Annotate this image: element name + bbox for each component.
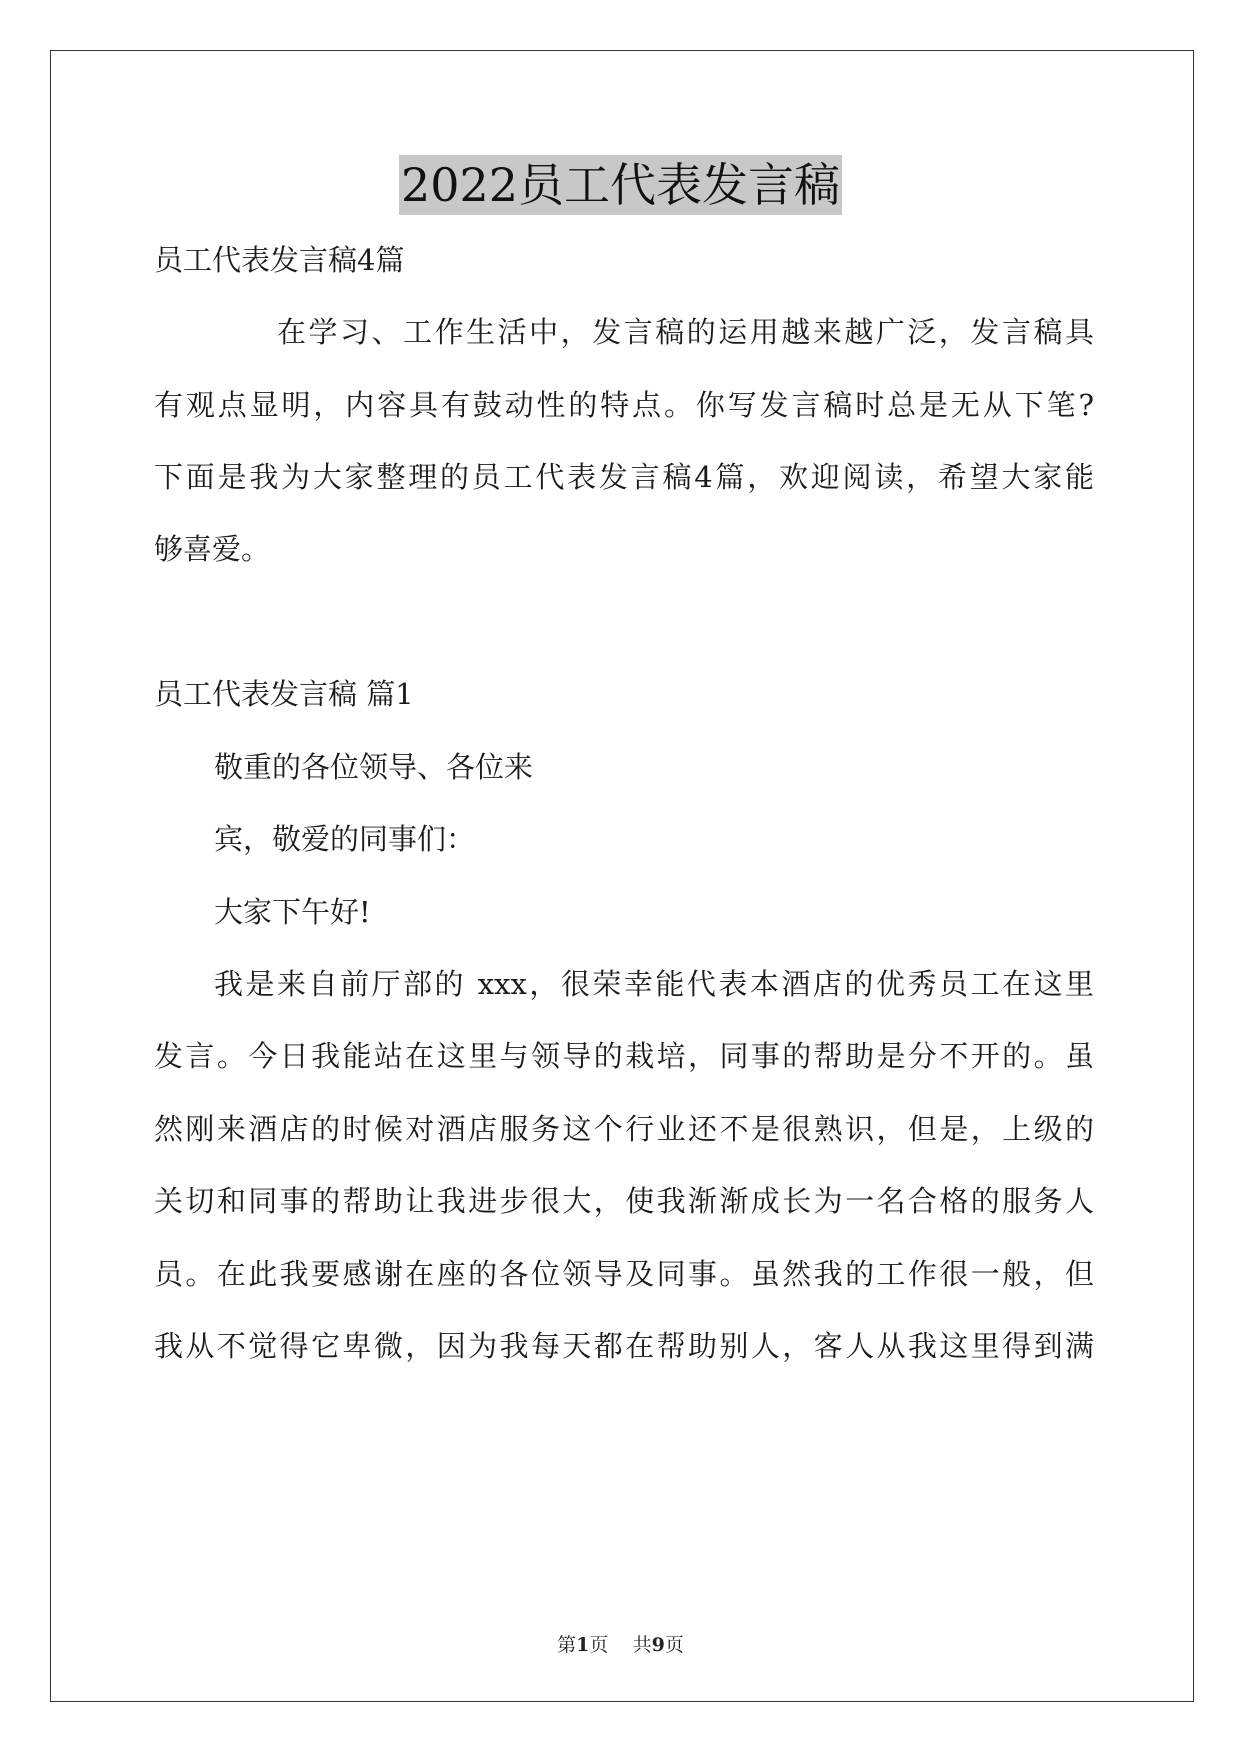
paragraph-line: 在学习、工作生活中，发言稿的运用越来越广泛，发言稿具 xyxy=(277,315,1094,349)
page-number: 1 xyxy=(576,1634,590,1656)
total-prefix: 共 xyxy=(632,1634,652,1656)
paragraph-line: 关切和同事的帮助让我进步很大，使我渐渐成长为一名合格的服务人 xyxy=(154,1184,1094,1218)
paragraph-line: 然刚来酒店的时候对酒店服务这个行业还不是很熟识，但是，上级的 xyxy=(154,1112,1094,1146)
section-heading: 员工代表发言稿4篇 xyxy=(154,243,405,277)
page-footer xyxy=(0,1632,1241,1658)
section-heading: 员工代表发言稿 篇1 xyxy=(154,677,414,711)
paragraph-line: 有观点显明，内容具有鼓动性的特点。你写发言稿时总是无从下笔? xyxy=(154,388,1094,422)
page-suffix: 页 xyxy=(589,1634,609,1656)
total-pages: 9 xyxy=(651,1634,665,1656)
paragraph-line: 发言。今日我能站在这里与领导的栽培，同事的帮助是分不开的。虽 xyxy=(154,1039,1094,1073)
total-suffix: 页 xyxy=(664,1634,684,1656)
document-title: 2022员工代表发言稿 xyxy=(399,155,842,215)
paragraph-line: 下面是我为大家整理的员工代表发言稿4篇，欢迎阅读，希望大家能 xyxy=(154,460,1094,494)
paragraph-line: 宾，敬爱的同事们： xyxy=(214,822,476,856)
page-prefix: 第 xyxy=(557,1634,577,1656)
paragraph-line: 敬重的各位领导、各位来 xyxy=(214,750,534,784)
title-container xyxy=(0,155,1241,215)
paragraph-line: 够喜爱。 xyxy=(154,532,271,566)
paragraph-line: 我是来自前厅部的 xxx，很荣幸能代表本酒店的优秀员工在这里 xyxy=(214,967,1094,1001)
page-border xyxy=(50,50,1194,1702)
paragraph-line: 员。在此我要感谢在座的各位领导及同事。虽然我的工作很一般，但 xyxy=(154,1257,1094,1291)
paragraph-line: 大家下午好! xyxy=(214,895,371,929)
paragraph-line: 我从不觉得它卑微，因为我每天都在帮助别人，客人从我这里得到满 xyxy=(154,1329,1094,1363)
